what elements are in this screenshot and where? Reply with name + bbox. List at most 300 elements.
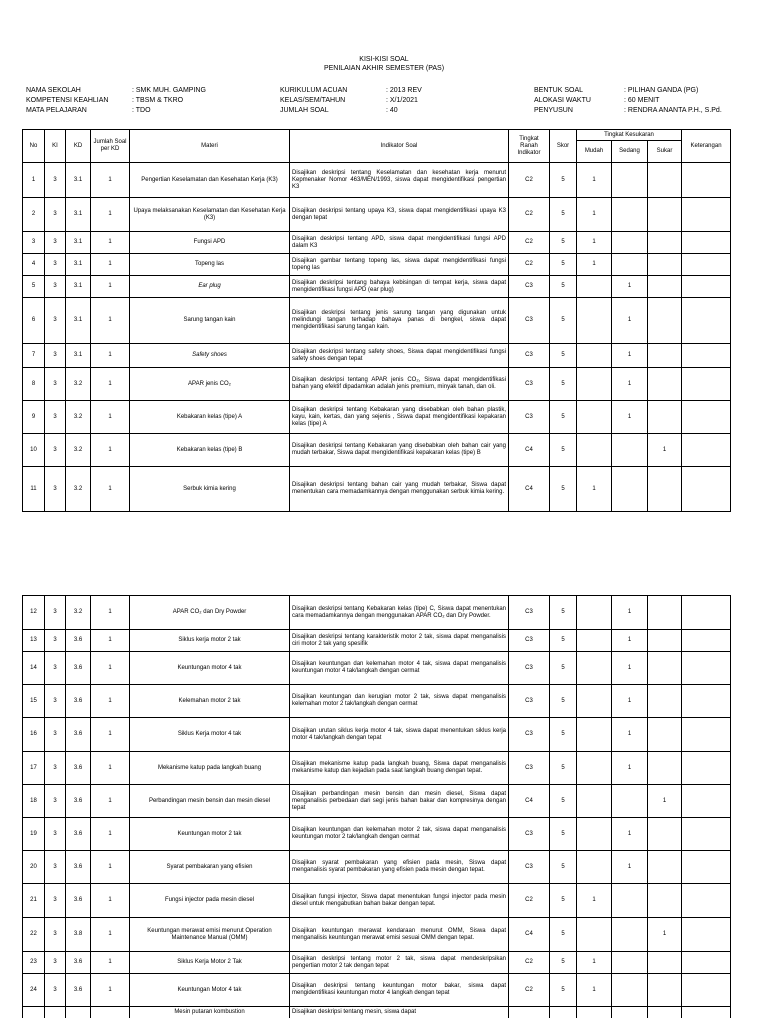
cell-ranah xyxy=(509,1007,550,1018)
meta-label-kelas: KELAS/SEM/TAHUN xyxy=(280,97,346,104)
cell-ranah: C2 xyxy=(509,232,550,254)
cell-sedang: 1 xyxy=(612,298,648,344)
cell-jumlah: 1 xyxy=(91,276,130,298)
cell-materi: Perbandingan mesin bensin dan mesin diesel xyxy=(130,785,290,818)
doc-subtitle: PENILAIAN AKHIR SEMESTER (PAS) xyxy=(323,65,445,72)
meta-value-kurikulum: : 2013 REV xyxy=(386,87,422,94)
cell-jumlah: 1 xyxy=(91,652,130,685)
cell-jumlah: 1 xyxy=(91,467,130,512)
cell-indikator: Disajikan deskripsi tentang bahan cair yang mudah terbakar, Siswa dapat menentukan cara memadamkannya dengan menggunakan serbuk kimia kering. xyxy=(290,467,509,512)
cell-indikator: Disajikan perbandingan mesin bensin dan mesin diesel, Siswa dapat menganalisis perbedaan dari segi jenis bahan bakar dan kompresinya dengan tepat xyxy=(290,785,509,818)
header-sedang: Sedang xyxy=(612,141,648,163)
cell-sedang xyxy=(612,952,648,974)
cell-sedang: 1 xyxy=(612,752,648,785)
cell-ranah: C3 xyxy=(509,652,550,685)
cell-sedang xyxy=(612,434,648,467)
meta-value-sekolah: : SMK MUH. GAMPING xyxy=(132,87,206,94)
cell-indikator: Disajikan gambar tentang topeng las, siswa dapat mengidentifikasi fungsi topeng las xyxy=(290,254,509,276)
header-ki: KI xyxy=(45,130,66,163)
cell-ki: 3 xyxy=(45,851,66,884)
meta-value-mapel: : TDO xyxy=(132,107,151,114)
cell-mudah: 1 xyxy=(577,232,612,254)
cell-kd: 3.2 xyxy=(66,434,91,467)
cell-mudah: 1 xyxy=(577,467,612,512)
cell-keterangan xyxy=(682,596,731,630)
meta-value-kelas: : X/1/2021 xyxy=(386,97,418,104)
cell-ranah: C2 xyxy=(509,952,550,974)
cell-jumlah: 1 xyxy=(91,851,130,884)
table-row xyxy=(23,298,731,344)
cell-kd: 3.6 xyxy=(66,851,91,884)
cell-ranah: C3 xyxy=(509,752,550,785)
cell-ki: 3 xyxy=(45,952,66,974)
header-sukar: Sukar xyxy=(648,141,682,163)
cell-mudah xyxy=(577,918,612,952)
cell-sedang xyxy=(612,467,648,512)
cell-no: 22 xyxy=(23,918,45,952)
table-row xyxy=(23,232,731,254)
cell-ranah: C4 xyxy=(509,434,550,467)
cell-skor: 5 xyxy=(550,198,577,232)
cell-keterangan xyxy=(682,368,731,401)
cell-keterangan xyxy=(682,298,731,344)
cell-indikator: Disajikan deskripsi tentang karakteristik motor 2 tak, siswa dapat menganalisis ciri motor 2 tak yang spesifik xyxy=(290,630,509,652)
cell-mudah xyxy=(577,401,612,434)
cell-materi: Kebakaran kelas (tipe) A xyxy=(130,401,290,434)
table-row xyxy=(23,851,731,884)
cell-kd: 3.2 xyxy=(66,368,91,401)
cell-jumlah: 1 xyxy=(91,344,130,368)
meta-label-jumlah-soal: JUMLAH SOAL xyxy=(280,107,329,114)
cell-no: 17 xyxy=(23,752,45,785)
cell-indikator: Disajikan keuntungan dan kelemahan motor 2 tak, siswa dapat menganalisis keuntungan motor 2 tak/langkah dengan cermat xyxy=(290,818,509,851)
cell-mudah: 1 xyxy=(577,163,612,198)
cell-mudah xyxy=(577,276,612,298)
cell-indikator: Disajikan mekanisme katup pada langkah buang, Siswa dapat menganalisis mekanisme katup dan kejadian pada saat langkah buang dengan tepat. xyxy=(290,752,509,785)
cell-ranah: C2 xyxy=(509,884,550,918)
cell-ki: 3 xyxy=(45,596,66,630)
header-mudah: Mudah xyxy=(577,141,612,163)
cell-sukar xyxy=(648,652,682,685)
cell-jumlah: 1 xyxy=(91,298,130,344)
table-row xyxy=(23,344,731,368)
cell-indikator: Disajikan deskripsi tentang keuntungan motor bakar, siswa dapat mengidentifikasi keuntungan motor 4 langkah dengan tepat xyxy=(290,974,509,1007)
cell-jumlah: 1 xyxy=(91,596,130,630)
cell-jumlah: 1 xyxy=(91,818,130,851)
cell-indikator: Disajikan deskripsi tentang Keselamatan dan kesehatan kerja menurut Kepmenaker Nomor 463/MEN/1993, siswa dapat mengidentifikasi pengertian K3 xyxy=(290,163,509,198)
cell-skor: 5 xyxy=(550,685,577,718)
cell-sedang: 1 xyxy=(612,276,648,298)
cell-mudah: 1 xyxy=(577,198,612,232)
cell-sukar xyxy=(648,298,682,344)
cell-no: 13 xyxy=(23,630,45,652)
cell-materi: Serbuk kimia kering xyxy=(130,467,290,512)
cell-jumlah: 1 xyxy=(91,785,130,818)
cell-mudah xyxy=(577,630,612,652)
cell-ki: 3 xyxy=(45,434,66,467)
meta-label-alokasi: ALOKASI WAKTU xyxy=(534,97,591,104)
cell-kd: 3.6 xyxy=(66,652,91,685)
cell-ranah: C3 xyxy=(509,344,550,368)
cell-ranah: C3 xyxy=(509,685,550,718)
table-row xyxy=(23,467,731,512)
cell-sukar xyxy=(648,276,682,298)
cell-materi: Mesin putaran kombustion xyxy=(130,1007,290,1018)
cell-kd: 3.6 xyxy=(66,818,91,851)
header-indikator: Indikator Soal xyxy=(290,130,509,163)
cell-keterangan xyxy=(682,232,731,254)
kisi-kisi-table-page-2 xyxy=(22,595,731,1018)
cell-keterangan xyxy=(682,685,731,718)
cell-sedang: 1 xyxy=(612,630,648,652)
table-row xyxy=(23,401,731,434)
cell-ki: 3 xyxy=(45,254,66,276)
cell-no: 23 xyxy=(23,952,45,974)
cell-mudah xyxy=(577,596,612,630)
table-row xyxy=(23,652,731,685)
cell-sukar xyxy=(648,368,682,401)
header-no: No xyxy=(23,130,45,163)
cell-sedang xyxy=(612,974,648,1007)
cell-keterangan xyxy=(682,276,731,298)
cell-sukar: 1 xyxy=(648,918,682,952)
cell-skor: 5 xyxy=(550,467,577,512)
cell-no: 1 xyxy=(23,163,45,198)
cell-materi: Siklus Kerja motor 4 tak xyxy=(130,718,290,752)
cell-ranah: C3 xyxy=(509,401,550,434)
cell-indikator: Disajikan deskripsi tentang mesin, siswa dapat xyxy=(290,1007,509,1018)
cell-jumlah: 1 xyxy=(91,952,130,974)
table-row xyxy=(23,198,731,232)
cell-materi: Fungsi APD xyxy=(130,232,290,254)
cell-jumlah: 1 xyxy=(91,232,130,254)
cell-jumlah: 1 xyxy=(91,368,130,401)
cell-sukar xyxy=(648,974,682,1007)
cell-indikator: Disajikan deskripsi tentang Kebakaran yang disebabkan oleh bahan plastik, kayu, kain, kertas, dan yang sejenis , Siswa dapat mengidentifikasi kepakaran kelas (tipe) A xyxy=(290,401,509,434)
cell-kd: 3.1 xyxy=(66,254,91,276)
header-ranah: Tingkat Ranah Indikator xyxy=(509,130,550,163)
cell-sedang xyxy=(612,1007,648,1018)
meta-label-penyusun: PENYUSUN xyxy=(534,107,573,114)
cell-indikator: Disajikan deskripsi tentang safety shoes, Siswa dapat mengidentifikasi fungsi safety shoes dengan tepat xyxy=(290,344,509,368)
cell-ki xyxy=(45,1007,66,1018)
cell-sedang xyxy=(612,785,648,818)
cell-mudah xyxy=(577,685,612,718)
cell-materi: APAR jenis CO₂ xyxy=(130,368,290,401)
cell-ki: 3 xyxy=(45,344,66,368)
cell-keterangan xyxy=(682,163,731,198)
cell-keterangan xyxy=(682,818,731,851)
cell-kd: 3.2 xyxy=(66,401,91,434)
cell-keterangan xyxy=(682,718,731,752)
cell-skor: 5 xyxy=(550,718,577,752)
cell-kd: 3.6 xyxy=(66,884,91,918)
cell-ranah: C3 xyxy=(509,596,550,630)
cell-no: 10 xyxy=(23,434,45,467)
cell-materi: Siklus kerja motor 2 tak xyxy=(130,630,290,652)
cell-no: 6 xyxy=(23,298,45,344)
cell-no: 15 xyxy=(23,685,45,718)
cell-mudah xyxy=(577,785,612,818)
cell-materi: Topeng las xyxy=(130,254,290,276)
cell-mudah xyxy=(577,752,612,785)
cell-ranah: C3 xyxy=(509,368,550,401)
cell-no: 9 xyxy=(23,401,45,434)
meta-label-mapel: MATA PELAJARAN xyxy=(26,107,87,114)
cell-sukar xyxy=(648,630,682,652)
cell-materi: Ear plug xyxy=(130,276,290,298)
cell-ranah: C2 xyxy=(509,163,550,198)
cell-ki: 3 xyxy=(45,884,66,918)
cell-sukar xyxy=(648,596,682,630)
cell-ki: 3 xyxy=(45,630,66,652)
cell-sukar xyxy=(648,232,682,254)
cell-kd: 3.1 xyxy=(66,198,91,232)
cell-kd: 3.6 xyxy=(66,974,91,1007)
cell-mudah xyxy=(577,851,612,884)
cell-no: 8 xyxy=(23,368,45,401)
cell-skor: 5 xyxy=(550,276,577,298)
cell-no: 11 xyxy=(23,467,45,512)
cell-sedang: 1 xyxy=(612,368,648,401)
cell-keterangan xyxy=(682,884,731,918)
cell-ki: 3 xyxy=(45,467,66,512)
kisi-kisi-table-page-1 xyxy=(22,129,731,512)
cell-kd: 3.1 xyxy=(66,232,91,254)
cell-ranah: C4 xyxy=(509,918,550,952)
table-row xyxy=(23,818,731,851)
meta-value-alokasi: : 60 MENIT xyxy=(624,97,660,104)
cell-skor: 5 xyxy=(550,254,577,276)
cell-kd: 3.6 xyxy=(66,685,91,718)
cell-sukar xyxy=(648,1007,682,1018)
cell-kd: 3.1 xyxy=(66,163,91,198)
header-materi: Materi xyxy=(130,130,290,163)
cell-keterangan xyxy=(682,401,731,434)
cell-no: 19 xyxy=(23,818,45,851)
cell-materi: Pengertian Keselamatan dan Kesehatan Kerja (K3) xyxy=(130,163,290,198)
cell-indikator: Disajikan fungsi injector, Siswa dapat menentukan fungsi injector pada mesin diesel untuk mengabutkan bahan bakar dengan tepat. xyxy=(290,884,509,918)
cell-kd xyxy=(66,1007,91,1018)
cell-ki: 3 xyxy=(45,752,66,785)
doc-title: KISI-KISI SOAL xyxy=(359,56,409,63)
cell-sedang: 1 xyxy=(612,596,648,630)
table-row xyxy=(23,785,731,818)
cell-no: 3 xyxy=(23,232,45,254)
cell-mudah: 1 xyxy=(577,974,612,1007)
cell-ki: 3 xyxy=(45,652,66,685)
cell-no: 18 xyxy=(23,785,45,818)
cell-skor: 5 xyxy=(550,344,577,368)
meta-value-penyusun: : RENDRA ANANTA P.H., S.Pd. xyxy=(624,107,722,114)
cell-sukar xyxy=(648,254,682,276)
cell-indikator: Disajikan deskripsi tentang motor 2 tak, siswa dapat mendeskripsikan pengertian motor 2 tak dengan tepat xyxy=(290,952,509,974)
cell-jumlah: 1 xyxy=(91,884,130,918)
meta-label-kurikulum: KURIKULUM ACUAN xyxy=(280,87,348,94)
header-kd: KD xyxy=(66,130,91,163)
cell-ki: 3 xyxy=(45,974,66,1007)
cell-sedang: 1 xyxy=(612,652,648,685)
cell-sukar xyxy=(648,467,682,512)
cell-indikator: Disajikan keuntungan merawat kendaraan menurut OMM, Siswa dapat menganalisis keuntungan merawat emisi sesuai OMM dengan tepat. xyxy=(290,918,509,952)
table-row xyxy=(23,974,731,1007)
cell-no: 2 xyxy=(23,198,45,232)
table-row xyxy=(23,630,731,652)
cell-ki: 3 xyxy=(45,918,66,952)
cell-ranah: C3 xyxy=(509,630,550,652)
cell-skor: 5 xyxy=(550,818,577,851)
cell-sukar xyxy=(648,818,682,851)
cell-sedang: 1 xyxy=(612,685,648,718)
meta-value-bentuk: : PILIHAN GANDA (PG) xyxy=(624,87,699,94)
cell-skor: 5 xyxy=(550,232,577,254)
cell-jumlah: 1 xyxy=(91,198,130,232)
header-jumlah-soal: Jumlah Soal per KD xyxy=(91,130,130,163)
cell-no: 14 xyxy=(23,652,45,685)
meta-label-sekolah: NAMA SEKOLAH xyxy=(26,87,81,94)
cell-mudah xyxy=(577,434,612,467)
table-row xyxy=(23,276,731,298)
cell-kd: 3.6 xyxy=(66,718,91,752)
cell-skor: 5 xyxy=(550,918,577,952)
table-row xyxy=(23,685,731,718)
cell-ki: 3 xyxy=(45,232,66,254)
cell-ranah: C3 xyxy=(509,718,550,752)
cell-materi: Kebakaran kelas (tipe) B xyxy=(130,434,290,467)
cell-materi: Keuntungan motor 4 tak xyxy=(130,652,290,685)
cell-skor: 5 xyxy=(550,652,577,685)
table-row xyxy=(23,368,731,401)
cell-keterangan xyxy=(682,952,731,974)
cell-ranah: C2 xyxy=(509,198,550,232)
cell-sukar xyxy=(648,344,682,368)
cell-materi: Safety shoes xyxy=(130,344,290,368)
cell-skor: 5 xyxy=(550,884,577,918)
meta-value-jumlah-soal: : 40 xyxy=(386,107,398,114)
cell-indikator: Disajikan deskripsi tentang bahaya kebisingan di tempat kerja, siswa dapat mengidentifikasi fungsi APD (ear plug) xyxy=(290,276,509,298)
meta-value-kompetensi: : TBSM & TKRO xyxy=(132,97,184,104)
cell-sedang: 1 xyxy=(612,818,648,851)
cell-ranah: C3 xyxy=(509,298,550,344)
header-skor: Skor xyxy=(550,130,577,163)
cell-sedang xyxy=(612,254,648,276)
cell-kd: 3.8 xyxy=(66,918,91,952)
cell-skor: 5 xyxy=(550,298,577,344)
cell-sedang xyxy=(612,198,648,232)
header-keterangan: Keterangan xyxy=(682,130,731,163)
cell-skor: 5 xyxy=(550,163,577,198)
table-row xyxy=(23,163,731,198)
cell-indikator: Disajikan urutan siklus kerja motor 4 tak, siswa dapat menentukan siklus kerja motor 4 tak/langkah dengan tepat xyxy=(290,718,509,752)
cell-skor: 5 xyxy=(550,401,577,434)
cell-mudah xyxy=(577,652,612,685)
cell-sedang: 1 xyxy=(612,401,648,434)
cell-ranah: C3 xyxy=(509,851,550,884)
cell-ki: 3 xyxy=(45,785,66,818)
cell-ranah: C4 xyxy=(509,785,550,818)
cell-keterangan xyxy=(682,1007,731,1018)
cell-sukar xyxy=(648,718,682,752)
cell-skor: 5 xyxy=(550,952,577,974)
cell-indikator: Disajikan deskripsi tentang Kebakaran kelas (tipe) C, Siswa dapat menentukan cara memadamkannya dengan menggunakan APAR CO₂ dan Dry Powder. xyxy=(290,596,509,630)
cell-materi: Syarat pembakaran yang efisien xyxy=(130,851,290,884)
cell-indikator: Disajikan deskripsi tentang APAR jenis CO₂, Siswa dapat mengidentifikasi bahan yang efektif dipadamkan adalah jenis premium, minyak tanah, dan oli. xyxy=(290,368,509,401)
cell-sukar: 1 xyxy=(648,434,682,467)
table-row xyxy=(23,434,731,467)
table-row xyxy=(23,254,731,276)
cell-keterangan xyxy=(682,434,731,467)
cell-materi: Keuntungan Motor 4 tak xyxy=(130,974,290,1007)
cell-jumlah: 1 xyxy=(91,401,130,434)
cell-sukar xyxy=(648,685,682,718)
cell-no: 20 xyxy=(23,851,45,884)
cell-materi: Mekanisme katup pada langkah buang xyxy=(130,752,290,785)
cell-jumlah xyxy=(91,1007,130,1018)
cell-no: 12 xyxy=(23,596,45,630)
cell-materi: Sarung tangan kain xyxy=(130,298,290,344)
header-kesukaran: Tingkat Kesukaran xyxy=(577,130,682,141)
cell-sedang xyxy=(612,163,648,198)
cell-jumlah: 1 xyxy=(91,254,130,276)
cell-skor: 5 xyxy=(550,368,577,401)
cell-ki: 3 xyxy=(45,368,66,401)
cell-ki: 3 xyxy=(45,401,66,434)
table-row xyxy=(23,884,731,918)
table-row xyxy=(23,1007,731,1018)
cell-materi: Upaya melaksanakan Keselamatan dan Kesehatan Kerja (K3) xyxy=(130,198,290,232)
cell-jumlah: 1 xyxy=(91,434,130,467)
cell-materi: Keuntungan motor 2 tak xyxy=(130,818,290,851)
cell-jumlah: 1 xyxy=(91,163,130,198)
cell-skor: 5 xyxy=(550,851,577,884)
cell-ranah: C3 xyxy=(509,276,550,298)
table-row xyxy=(23,752,731,785)
cell-skor: 5 xyxy=(550,785,577,818)
cell-no: 7 xyxy=(23,344,45,368)
cell-ki: 3 xyxy=(45,718,66,752)
cell-sukar xyxy=(648,198,682,232)
cell-ki: 3 xyxy=(45,198,66,232)
meta-label-kompetensi: KOMPETENSI KEAHLIAN xyxy=(26,97,109,104)
cell-no: 4 xyxy=(23,254,45,276)
cell-kd: 3.6 xyxy=(66,785,91,818)
cell-sukar: 1 xyxy=(648,785,682,818)
table-row xyxy=(23,952,731,974)
cell-no: 21 xyxy=(23,884,45,918)
cell-keterangan xyxy=(682,918,731,952)
meta-label-bentuk: BENTUK SOAL xyxy=(534,87,584,94)
cell-ki: 3 xyxy=(45,298,66,344)
cell-ki: 3 xyxy=(45,163,66,198)
cell-mudah xyxy=(577,368,612,401)
cell-sukar xyxy=(648,163,682,198)
cell-mudah xyxy=(577,1007,612,1018)
cell-materi: Fungsi injector pada mesin diesel xyxy=(130,884,290,918)
cell-indikator: Disajikan keuntungan dan kelemahan motor 4 tak, siswa dapat menganalisis keuntungan motor 4 tak/langkah dengan cermat xyxy=(290,652,509,685)
cell-jumlah: 1 xyxy=(91,752,130,785)
cell-sedang xyxy=(612,884,648,918)
cell-sedang xyxy=(612,232,648,254)
cell-keterangan xyxy=(682,467,731,512)
cell-keterangan xyxy=(682,630,731,652)
cell-keterangan xyxy=(682,752,731,785)
cell-keterangan xyxy=(682,974,731,1007)
cell-keterangan xyxy=(682,652,731,685)
table-row xyxy=(23,596,731,630)
cell-skor: 5 xyxy=(550,596,577,630)
cell-ranah: C2 xyxy=(509,254,550,276)
cell-ki: 3 xyxy=(45,276,66,298)
